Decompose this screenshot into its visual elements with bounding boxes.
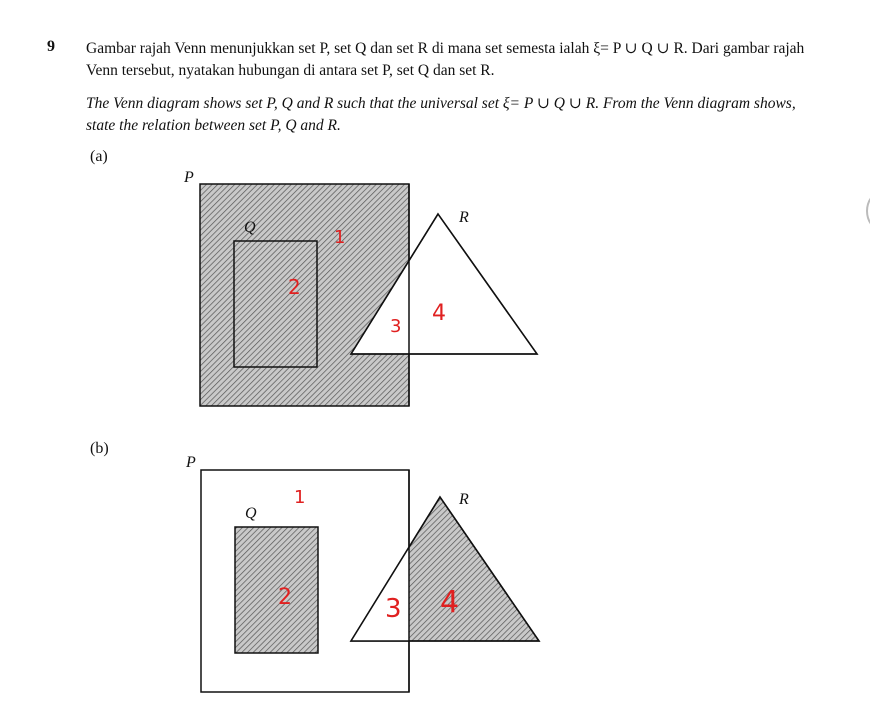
question-text-malay: Gambar rajah Venn menunjukkan set P, set Q dan set R di mana set semesta ialah ξ= P ∪ Q ∪ R. Dari gambar rajah Venn tersebut, nyatakan hubungan di antara set P, set Q dan set R. [86, 40, 805, 79]
part-a-label: (a) [90, 148, 108, 165]
hand-region-1-b: 1 [294, 487, 306, 508]
hand-region-4-a: 4 [432, 301, 446, 326]
part-b-label: (b) [90, 440, 109, 457]
set-q-label-a: Q [244, 219, 256, 236]
hand-region-3-b: 3 [385, 594, 402, 624]
question-text-english: The Venn diagram shows set P, Q and R such that the universal set ξ= P ∪ Q ∪ R. From the Venn diagram shows, state the relation between set P, Q and R. [86, 95, 796, 134]
question-number: 9 [47, 38, 55, 55]
hand-region-2-b: 2 [278, 585, 292, 610]
set-p-label-b: P [186, 454, 196, 471]
venn-diagram-b [185, 454, 539, 692]
set-q-label-b: Q [245, 505, 257, 522]
set-r-label-a: R [459, 209, 469, 226]
set-q-rect-a [234, 241, 317, 367]
hand-region-3-a: 3 [390, 316, 402, 337]
set-p-label-a: P [184, 169, 194, 186]
hand-region-1-a: 1 [334, 227, 346, 248]
hand-region-4-b: 4 [440, 585, 460, 620]
set-r-label-b: R [459, 491, 469, 508]
hand-region-2-a: 2 [288, 275, 301, 299]
set-q-rect-b [235, 527, 318, 653]
venn-diagram-a [183, 169, 537, 406]
